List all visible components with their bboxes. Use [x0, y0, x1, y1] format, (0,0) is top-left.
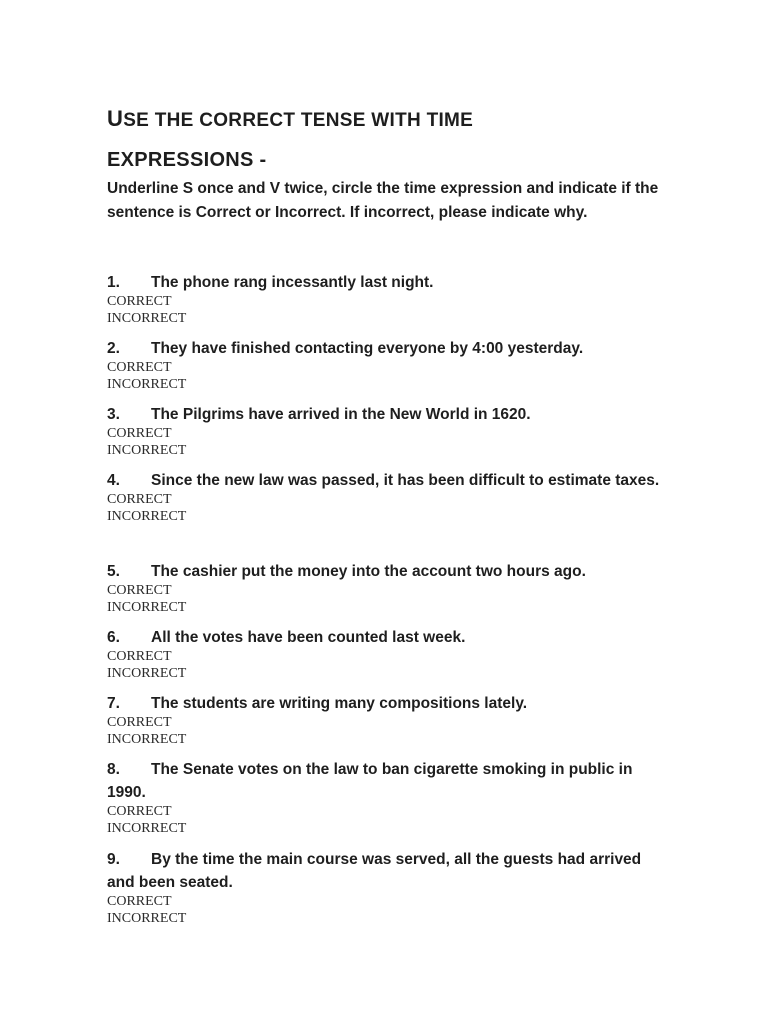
option-incorrect[interactable]: INCORRECT [107, 442, 187, 458]
option-incorrect[interactable]: INCORRECT [107, 310, 187, 326]
question-item [107, 692, 667, 748]
question-number: 2. [107, 340, 120, 357]
option-incorrect[interactable]: INCORRECT [107, 376, 187, 392]
question-number: 4. [107, 472, 120, 489]
question-number: 6. [107, 629, 120, 646]
option-correct[interactable]: CORRECT [107, 894, 172, 909]
question-number: 8. [107, 761, 120, 778]
question-item [107, 560, 667, 616]
option-incorrect[interactable]: INCORRECT [107, 820, 187, 836]
question-number: 3. [107, 406, 120, 423]
option-correct[interactable]: CORRECT [107, 426, 172, 441]
question-text: The Senate votes on the law to ban cigarette smoking in public in 1990. [107, 761, 633, 801]
question-text: The Pilgrims have arrived in the New World in 1620. [151, 406, 531, 423]
question-text: The students are writing many compositions lately. [151, 695, 528, 712]
page-title-line-2: EXPRESSIONS - [107, 149, 267, 171]
question-item [107, 337, 667, 393]
question-text-row [107, 758, 667, 804]
question-text: By the time the main course was served, all the guests had arrived and been seated. [107, 851, 642, 891]
question-text-row [107, 560, 667, 583]
question-item [107, 626, 667, 682]
question-number: 7. [107, 695, 120, 712]
question-text-row [107, 271, 667, 294]
instructions: Underline S once and V twice, circle the time expression and indicate if the sentence is Correct or Incorrect. If incorrect, please indicate why. [107, 180, 659, 221]
title-rest: SE THE CORRECT TENSE WITH TIME [123, 110, 474, 131]
option-correct[interactable]: CORRECT [107, 360, 172, 375]
question-number: 9. [107, 851, 120, 868]
page-title-line-1 [107, 106, 473, 132]
question-text-row [107, 626, 667, 649]
question-number: 1. [107, 274, 120, 291]
option-correct[interactable]: CORRECT [107, 492, 172, 507]
question-text: The phone rang incessantly last night. [151, 274, 434, 291]
question-text-row [107, 692, 667, 715]
question-item [107, 271, 667, 327]
question-number: 5. [107, 563, 120, 580]
question-text: The cashier put the money into the account two hours ago. [151, 563, 586, 580]
question-text-row [107, 848, 667, 894]
title-initial: U [107, 106, 124, 131]
option-incorrect[interactable]: INCORRECT [107, 910, 187, 926]
option-correct[interactable]: CORRECT [107, 804, 172, 819]
question-item [107, 848, 667, 927]
option-correct[interactable]: CORRECT [107, 649, 172, 664]
question-item [107, 758, 667, 837]
option-correct[interactable]: CORRECT [107, 715, 172, 730]
question-text: Since the new law was passed, it has been difficult to estimate taxes. [151, 472, 660, 489]
question-text-row [107, 403, 667, 426]
option-incorrect[interactable]: INCORRECT [107, 508, 187, 524]
option-incorrect[interactable]: INCORRECT [107, 665, 187, 681]
question-text-row [107, 337, 667, 360]
option-incorrect[interactable]: INCORRECT [107, 731, 187, 747]
option-correct[interactable]: CORRECT [107, 294, 172, 309]
question-text-row [107, 469, 667, 492]
option-correct[interactable]: CORRECT [107, 583, 172, 598]
question-item [107, 403, 667, 459]
option-incorrect[interactable]: INCORRECT [107, 599, 187, 615]
question-item [107, 469, 667, 525]
question-text: All the votes have been counted last week. [151, 629, 466, 646]
question-text: They have finished contacting everyone by 4:00 yesterday. [151, 340, 584, 357]
